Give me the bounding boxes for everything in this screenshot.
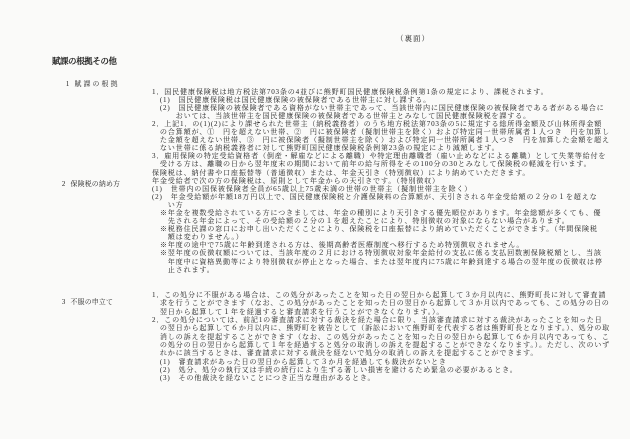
text-line: (3) その他裁決を経ないことにつき正当な理由があるとき。 xyxy=(152,374,376,383)
section-number: 1 xyxy=(65,81,70,88)
text-line: 翌日から起算して１年を経過すると審査請求を行うことができなくなります。）。 xyxy=(152,307,445,316)
text-line: 1．国民健康保険税は地方税法第703条の4並びに熊野町国民健康保険税条例第1条の規定により、課税されます。 xyxy=(152,88,549,96)
section-body-fufuku xyxy=(152,291,622,383)
text-line: ※税務住民課の窓口にお申し出いただくことにより、保険税を口座振替により納めていただくことができます。（年間保険税 xyxy=(152,225,598,234)
text-line: の翌日から起算して６か月以内に、熊野町を被告として（訴訟において熊野町を代表する者は熊野町長となります。）、処分の取 xyxy=(152,324,611,333)
text-line: の処分の日の翌日から起算して１年を経過すると処分の取消しの訴えを提起することができなくなります。）。ただし、次のいず xyxy=(152,341,611,350)
section-number: 3 xyxy=(61,299,66,306)
text-line: (1) 世帯内の国保被保険者全員が65歳以上75歳未満の世帯の世帯主（擬制世帯主を除く） xyxy=(152,185,473,194)
page-side-label: （裏面） xyxy=(396,34,430,43)
section-heading-fukakonkyo xyxy=(62,71,118,88)
text-line: ※年度の途中で75歳に年齢到達される方は、後期高齢者医療制度へ移行するため特別徴収されません。 xyxy=(152,241,525,250)
section-heading-fufuku xyxy=(58,289,113,306)
text-line: 2．この処分については、前記1の審査請求に対する裁決を経た場合に限り、当該審査請求に対する裁決があったことを知った日 xyxy=(152,316,603,325)
text-line: 受ける方は、離職の日から翌年度末の期間において前年の給与所得をその100分の30とみなして保険税の軽減を行います。 xyxy=(152,160,592,169)
text-line: (2) 処分、処分の執行又は手続の続行により生ずる著しい損害を避けるため緊急の必要があるとき。 xyxy=(152,366,518,375)
section-title: 賦 課 の 根 拠 xyxy=(74,81,118,88)
text-line: の合算額が、① 円を超えない世帯、② 円に被保険者（擬制世帯主を除く）および特定同一世帯所属者１人つき 円を加算し xyxy=(152,128,610,137)
text-line: ※年金を複数受給されている方につきましては、年金の種別により天引きする優先順位があります。年金総額が多くても、優 xyxy=(152,209,602,218)
text-line: ※翌年度の仮徴収額については、当該年度の２月における特別徴収対象年金給付の支払に係る支払回数割保険税額とし、当該 xyxy=(152,249,602,258)
section-body-fukakonkyo xyxy=(152,88,622,168)
text-line: 3．雇用保険の特定受給資格者（倒産・解雇などによる離職）や特定理由離職者（雇い止めなどによる離職）として失業等給付を xyxy=(152,152,607,161)
text-line: 年度中に資格異動等により特別徴収が停止となった場合、または翌年度内に75歳に年齢到達する場合の翌年度の仮徴収は停 xyxy=(152,257,603,266)
text-line: 消しの訴えを提起することができます（なお、この処分があったことを知った日の翌日から起算して６か月以内であっても、こ xyxy=(152,332,610,341)
document-title: 賦課の根拠その他 xyxy=(52,57,117,66)
text-line: 年金受給者で次の方の保険税は、原則として年金からの天引きです。（特別徴収） xyxy=(152,177,440,186)
text-line: (1) 審査請求があった日の翌日から起算して３か月を経過しても裁決がないとき xyxy=(152,357,447,366)
text-line: い方 xyxy=(152,201,184,210)
text-line: おいては、当該世帯主を国民健康保険の被保険者である世帯主とみなして国民健康保険税を課する。 xyxy=(152,112,531,121)
text-line: (1) 国民健康保険税は国民健康保険の被保険者である世帯主に対し課する。 xyxy=(152,96,432,105)
text-line: た金額を超えない世帯、③ 円に被保険者（擬制世帯主を除く）および特定同一世帯所属者１人つき 円を加算した金額を超え xyxy=(152,136,610,145)
text-line: ない世帯に係る納税義務者に対して熊野町国民健康保険税条例第23条の規定により減額します。 xyxy=(152,144,500,153)
text-line: 2．上記1．の(1)(2)により課せられた世帯主（納税義務者）のうち地方税法第703条の5に規定する総所得金額及び山林所得金額 xyxy=(152,120,603,129)
text-line: 求を行うことができます（なお、この処分があったことを知った日の翌日から起算して３か月以内であっても、この処分の日の xyxy=(152,299,610,308)
section-heading-osamekata xyxy=(58,171,120,188)
text-line: 1．この処分に不服がある場合は、この処分があったことを知った日の翌日から起算して３か月以内に、熊野町長に対して審査請 xyxy=(152,291,607,299)
text-line: (2) 国民健康保険の被保険者である資格がない世帯主であって、当該世帯内に国民健康保険の被保険者である者がある場合に xyxy=(152,104,605,113)
text-line: 額は変わりません。） xyxy=(152,233,244,242)
text-line: 保険税は、納付書や口座振替等（普通徴収）または、年金天引き（特別徴収）により納めていただきます。 xyxy=(152,169,531,177)
section-title: 不服の申立て xyxy=(70,299,114,306)
text-line: 止されます。 xyxy=(152,265,215,274)
text-line: れかに該当するときは、審査請求に対する裁決を経ないで処分の取消しの訴えを提起することができます。 xyxy=(152,349,539,358)
text-line: 先される年金によって、その受給額の２分の１を超えたことにより、特別徴収の対象にならない場合があります。 xyxy=(152,217,570,226)
section-number: 2 xyxy=(61,181,66,188)
section-body-osamekata xyxy=(152,169,622,274)
section-title: 保険税の納め方 xyxy=(70,181,121,188)
text-line: (2) 年金受給額が年額18万円以上で、国民健康保険税と介護保険料の合算額が、天引きされる年金受給額の２分の１を超えな xyxy=(152,193,598,202)
